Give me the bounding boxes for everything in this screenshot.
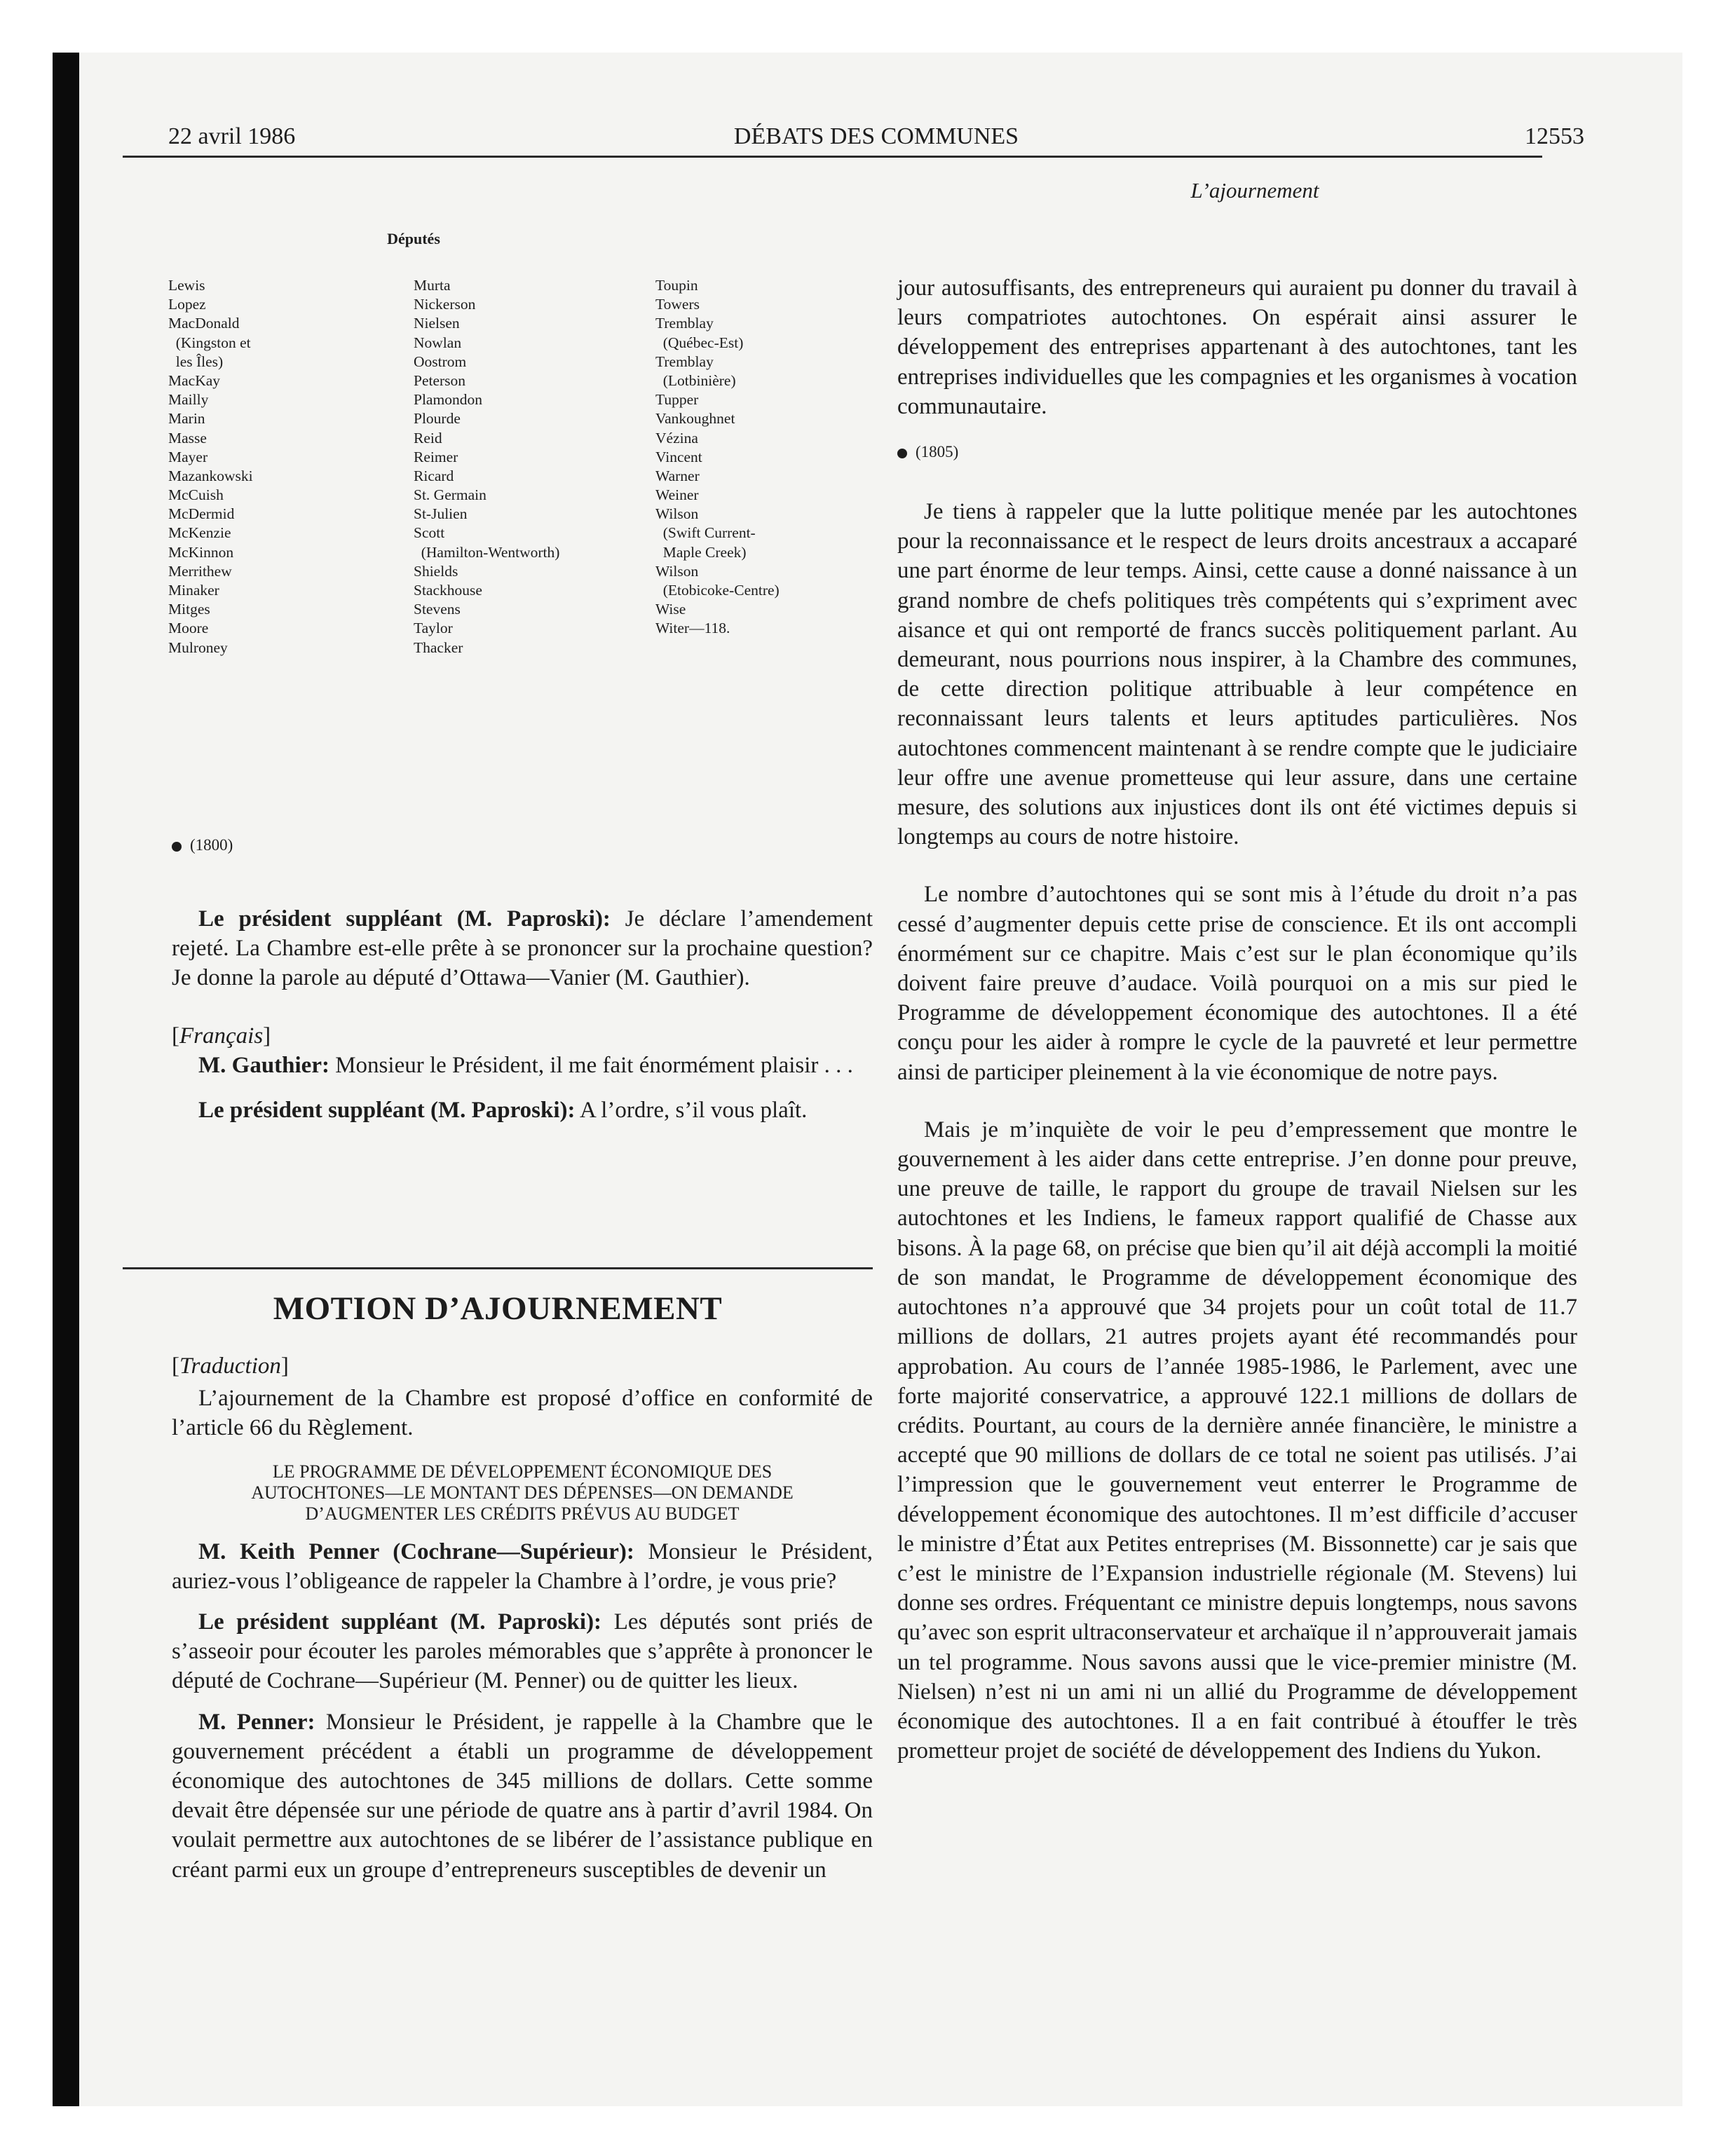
deputes-column-3	[655, 276, 780, 639]
time-marker: (1800)	[172, 834, 873, 857]
section-rule	[123, 1267, 873, 1269]
depute-name: (Hamilton-Wentworth)	[414, 543, 560, 561]
depute-name: (Lotbinière)	[655, 371, 736, 389]
speaker: M. Gauthier:	[198, 1052, 329, 1078]
paragraph: Le président suppléant (M. Paproski): Je déclare l’amendement rejeté. La Chambre est-elle prête à se prononcer sur la prochaine question? Je donne la parole au député d’Ottawa—Vanier (M. Gauthier).	[172, 906, 873, 991]
paragraph: jour autosuffisants, des entrepreneurs qui auraient pu donner du travail à leurs compatriotes autochtones. On espérait ainsi assurer le développement des entreprises appartenant à des autochtones, tant les entreprises individuelles que les compagnies et les organismes à vocation communautaire.	[897, 275, 1577, 419]
depute-name: Murta	[414, 277, 451, 294]
depute-name: MacDonald	[168, 315, 240, 332]
scan-binding-edge	[53, 53, 79, 2106]
speaker: Le président suppléant (M. Paproski):	[198, 1609, 602, 1635]
depute-name: Weiner	[655, 486, 699, 504]
depute-name: Wise	[655, 601, 686, 618]
paragraph: M. Keith Penner (Cochrane—Supérieur): Monsieur le Président, auriez-vous l’obligeance de rappeler la Chambre à l’ordre, je vous prie?	[172, 1538, 873, 1594]
running-subheader: L’ajournement	[1190, 178, 1319, 203]
speaker: M. Penner:	[198, 1709, 315, 1735]
depute-name: Scott	[414, 524, 445, 542]
depute-name: Mazankowski	[168, 467, 253, 484]
depute-name: Towers	[655, 296, 700, 313]
language-marker: [Français]	[172, 1023, 271, 1049]
paragraph: M. Penner: Monsieur le Président, je rappelle à la Chambre que le gouvernement précédent a établi un programme de développement économique des autochtones de 345 millions de dollars. Cette somme devait être dépensée sur une période de quatre ans à partir d’avril 1984. On voulait permettre aux autochtones de se libérer de l’assistance publique en créant parmi eux un groupe d’entrepreneurs susceptibles de devenir un	[172, 1709, 873, 1883]
time-marker: (1805)	[897, 441, 1577, 463]
depute-name: Nickerson	[414, 296, 476, 313]
depute-name: Tupper	[655, 391, 699, 409]
left-column-lower	[172, 1351, 873, 1885]
depute-name: McKinnon	[168, 543, 234, 561]
deputes-column-2	[414, 276, 559, 657]
depute-name: (Kingston et	[168, 334, 251, 351]
depute-name: Stackhouse	[414, 582, 482, 599]
depute-name: Marin	[168, 410, 205, 428]
depute-name: (Etobicoke-Centre)	[655, 582, 780, 599]
header-date: 22 avril 1986	[168, 123, 296, 149]
depute-name: Reid	[414, 429, 442, 446]
depute-name: Tremblay	[655, 353, 714, 370]
paragraph: Mais je m’inquiète de voir le peu d’empressement que montre le gouvernement à les aider dans cette entreprise. J’en donne pour preuve, une preuve de taille, le rapport du groupe de travail Nielsen sur les autochtones et les Indiens, le fameux rapport qualifié de Chasse aux bisons. À la page 68, on précise que bien qu’il ait déjà accompli la moitié de son mandat, le Programme de développement économique des autochtones n’a approuvé que 34 projets pour un coût total de 11.7 millions de dollars, 21 autres projets ayant été recommandés pour approbation. Au cours de l’année 1985-1986, le Parlement, avec une forte majorité conservatrice, a approuvé 122.1 millions de dollars de crédits. Pourtant, au cours de la dernière année financière, le ministre a accepté que 90 millions de dollars de ce total ne soient pas utilisés. J’ai l’impression que le gouvernement veut enterrer le Programme de développement économique des autochtones. Il m’est difficile d’accuser le ministre d’État aux Petites entreprises (M. Bissonnette) car je sais que c’est le ministre de l’Expansion industrielle régionale (M. Stevens) lui donne ses ordres. Fréquentant ce ministre depuis longtemps, nous savons qu’avec son esprit ultraconservateur et archaïque il n’approuverait jamais un tel programme. Nous savons aussi que le vice-premier ministre (M. Nielsen) n’est ni un ami ni un allié du Programme de développement économique des autochtones. Il a en fait contribué à étouffer le très prometteur projet de société de développement des Indiens du Yukon.	[897, 1117, 1577, 1764]
paragraph: Le président suppléant (M. Paproski): Les députés sont priés de s’asseoir pour écouter les paroles mémorables que s’apprête à prononcer le député de Cochrane—Supérieur (M. Penner) ou de quitter les lieux.	[172, 1609, 873, 1694]
right-column	[897, 273, 1577, 1766]
depute-name: Wilson	[655, 505, 699, 523]
depute-name: McCuish	[168, 486, 224, 504]
depute-name: Merrithew	[168, 562, 232, 580]
depute-name: les Îles)	[168, 353, 224, 370]
paragraph: M. Gauthier: Monsieur le Président, il me fait énormément plaisir . . .	[198, 1052, 853, 1078]
bullet-icon	[172, 842, 182, 852]
header-page-number: 12553	[1525, 123, 1584, 149]
paragraph: Je tiens à rappeler que la lutte politique menée par les autochtones pour la reconnaissance et le respect de leurs droits ancestraux a accaparé une part énorme de leur temps. Ainsi, cette cause a donné naissance à un grand nombre de chefs politiques très compétents qui s’expriment avec aisance et qui ont remporté de francs succès politiquement parlant. Au demeurant, nous pourrions nous inspirer, à la Chambre des communes, de cette direction politique attribuable à leur compétence en reconnaissant leurs talents et leurs aptitudes particulières. Nos autochtones commencent maintenant à se rendre compte que le judiciaire leur offre une avenue prometteuse qui leur assure, dans une certaine mesure, des solutions aux injustices dont ils ont été victimes depuis si longtemps au cours de notre histoire.	[897, 499, 1577, 850]
depute-name: Maple Creek)	[655, 543, 747, 561]
depute-name: Mulroney	[168, 639, 228, 656]
header-rule	[123, 156, 1542, 158]
depute-name: Vincent	[655, 448, 702, 465]
depute-name: McDermid	[168, 505, 235, 523]
depute-name: Peterson	[414, 371, 466, 389]
paragraph: Le président suppléant (M. Paproski): A l’ordre, s’il vous plaît.	[198, 1098, 808, 1124]
depute-name: Masse	[168, 429, 207, 446]
depute-name: Wilson	[655, 562, 699, 580]
depute-name: McKenzie	[168, 524, 231, 542]
subject-heading: LE PROGRAMME DE DÉVELOPPEMENT ÉCONOMIQUE DES AUTOCHTONES—LE MONTANT DES DÉPENSES—ON DEMANDE D’AUGMENTER LES CRÉDITS PRÉVUS AU BUDGET	[251, 1461, 794, 1524]
depute-name: Ricard	[414, 467, 454, 484]
paragraph: Le nombre d’autochtones qui se sont mis à l’étude du droit n’a pas cessé d’augmenter depuis cette prise de conscience. Et ils ont accompli énormément sur ce chapitre. Mais c’est sur le plan économique qu’ils doivent faire preuve d’audace. Voilà pourquoi on a mis sur pied le Programme de développement économique des autochtones. Il a été conçu pour les aider à rompre le cycle de la pauvreté et leur permettre ainsi de participer pleinement à la vie économique de notre pays.	[897, 882, 1577, 1085]
deputes-column-1	[168, 276, 253, 657]
language-marker: [Traduction]	[172, 1353, 289, 1379]
deputes-title: Députés	[387, 230, 440, 247]
speaker: Le président suppléant (M. Paproski):	[198, 906, 611, 932]
depute-name: Vankoughnet	[655, 410, 735, 428]
depute-name: (Québec-Est)	[655, 334, 744, 351]
speaker: Le président suppléant (M. Paproski):	[198, 1098, 576, 1124]
section-title: MOTION D’AJOURNEMENT	[273, 1290, 723, 1327]
depute-name: St-Julien	[414, 505, 468, 523]
depute-name: Lopez	[168, 296, 206, 313]
depute-name: Thacker	[414, 639, 463, 656]
depute-name: Vézina	[655, 429, 698, 446]
depute-name: Taylor	[414, 620, 453, 637]
depute-name: MacKay	[168, 371, 221, 389]
depute-name: Stevens	[414, 601, 461, 618]
depute-name: Reimer	[414, 448, 458, 465]
depute-name: Mitges	[168, 601, 210, 618]
header-title: DÉBATS DES COMMUNES	[733, 123, 1019, 149]
depute-name: Toupin	[655, 277, 698, 294]
depute-name: Lewis	[168, 277, 205, 294]
depute-name: Minaker	[168, 582, 219, 599]
depute-name: Tremblay	[655, 315, 714, 332]
left-column-upper	[172, 834, 873, 1125]
depute-name: Mailly	[168, 391, 209, 409]
depute-name: Shields	[414, 562, 458, 580]
depute-name: Moore	[168, 620, 209, 637]
paragraph: L’ajournement de la Chambre est proposé d’office en conformité de l’article 66 du Règlement.	[172, 1386, 873, 1441]
depute-name: Plamondon	[414, 391, 482, 409]
speaker: M. Keith Penner (Cochrane—Supérieur):	[198, 1538, 634, 1564]
depute-name: Mayer	[168, 448, 208, 465]
depute-name: Warner	[655, 467, 700, 484]
depute-name: Nowlan	[414, 334, 462, 351]
depute-name: Nielsen	[414, 315, 460, 332]
bullet-icon	[897, 449, 907, 458]
depute-name: Oostrom	[414, 353, 467, 370]
depute-name: St. Germain	[414, 486, 487, 504]
depute-name: Witer—118.	[655, 620, 730, 637]
depute-name: (Swift Current-	[655, 524, 756, 542]
depute-name: Plourde	[414, 410, 461, 428]
